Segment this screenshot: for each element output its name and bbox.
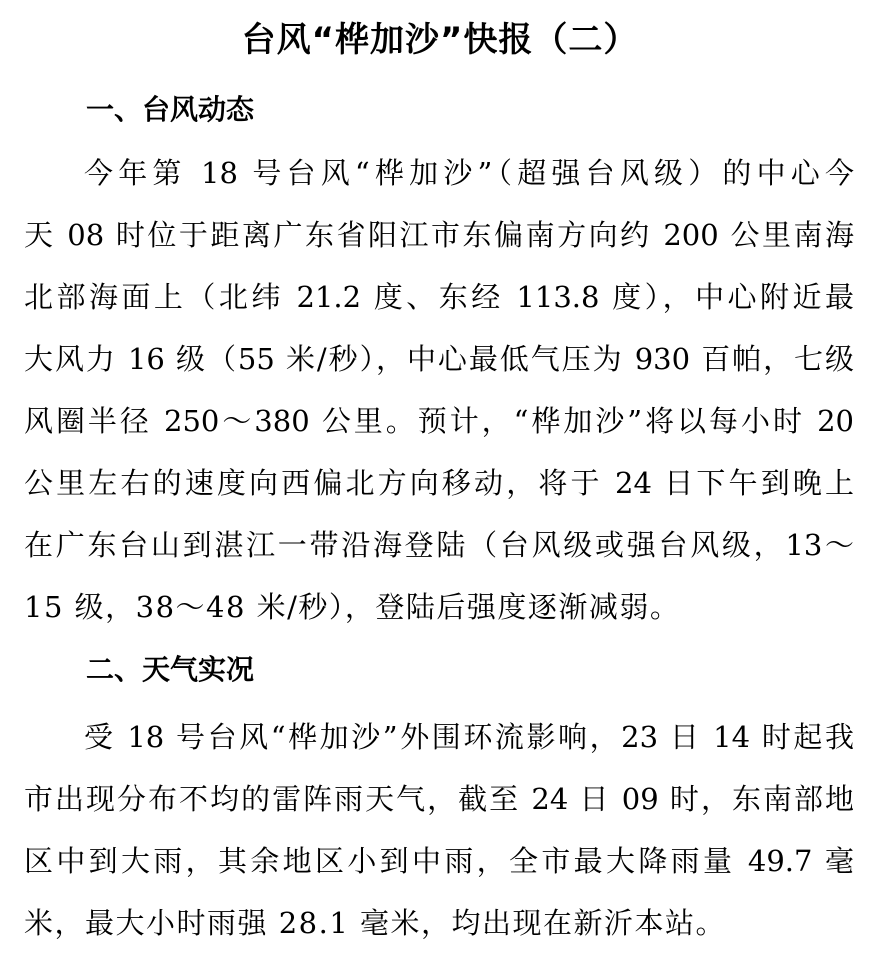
- section-heading-weather-conditions: 二、天气实况: [86, 653, 255, 686]
- paragraph-line: 受 18 号台风“桦加沙”外围环流影响，23 日 14 时起我: [84, 720, 854, 754]
- paragraph-line: 今年第 18 号台风“桦加沙”（超强台风级）的中心今: [84, 156, 854, 190]
- paragraph-line: 公里左右的速度向西偏北方向移动，将于 24 日下午到晚上: [24, 466, 854, 500]
- paragraph-line: 在广东台山到湛江一带沿海登陆（台风级或强台风级，13～: [24, 528, 854, 562]
- paragraph-line: 15 级，38～48 米/秒），登陆后强度逐渐减弱。: [24, 590, 681, 624]
- paragraph-line: 北部海面上（北纬 21.2 度、东经 113.8 度），中心附近最: [24, 280, 854, 314]
- document-title: 台风“桦加沙”快报（二）: [241, 20, 639, 60]
- paragraph-line: 市出现分布不均的雷阵雨天气，截至 24 日 09 时，东南部地: [24, 782, 854, 816]
- paragraph-line: 区中到大雨，其余地区小到中雨，全市最大降雨量 49.7 毫: [24, 844, 854, 878]
- paragraph-line: 风圈半径 250～380 公里。预计，“桦加沙”将以每小时 20: [24, 404, 854, 438]
- paragraph-line: 大风力 16 级（55 米/秒），中心最低气压为 930 百帕，七级: [24, 342, 854, 376]
- paragraph-line: 天 08 时位于距离广东省阳江市东偏南方向约 200 公里南海: [24, 218, 854, 252]
- paragraph-line: 米，最大小时雨强 28.1 毫米，均出现在新沂本站。: [24, 906, 727, 940]
- section-heading-typhoon-dynamics: 一、台风动态: [86, 93, 255, 126]
